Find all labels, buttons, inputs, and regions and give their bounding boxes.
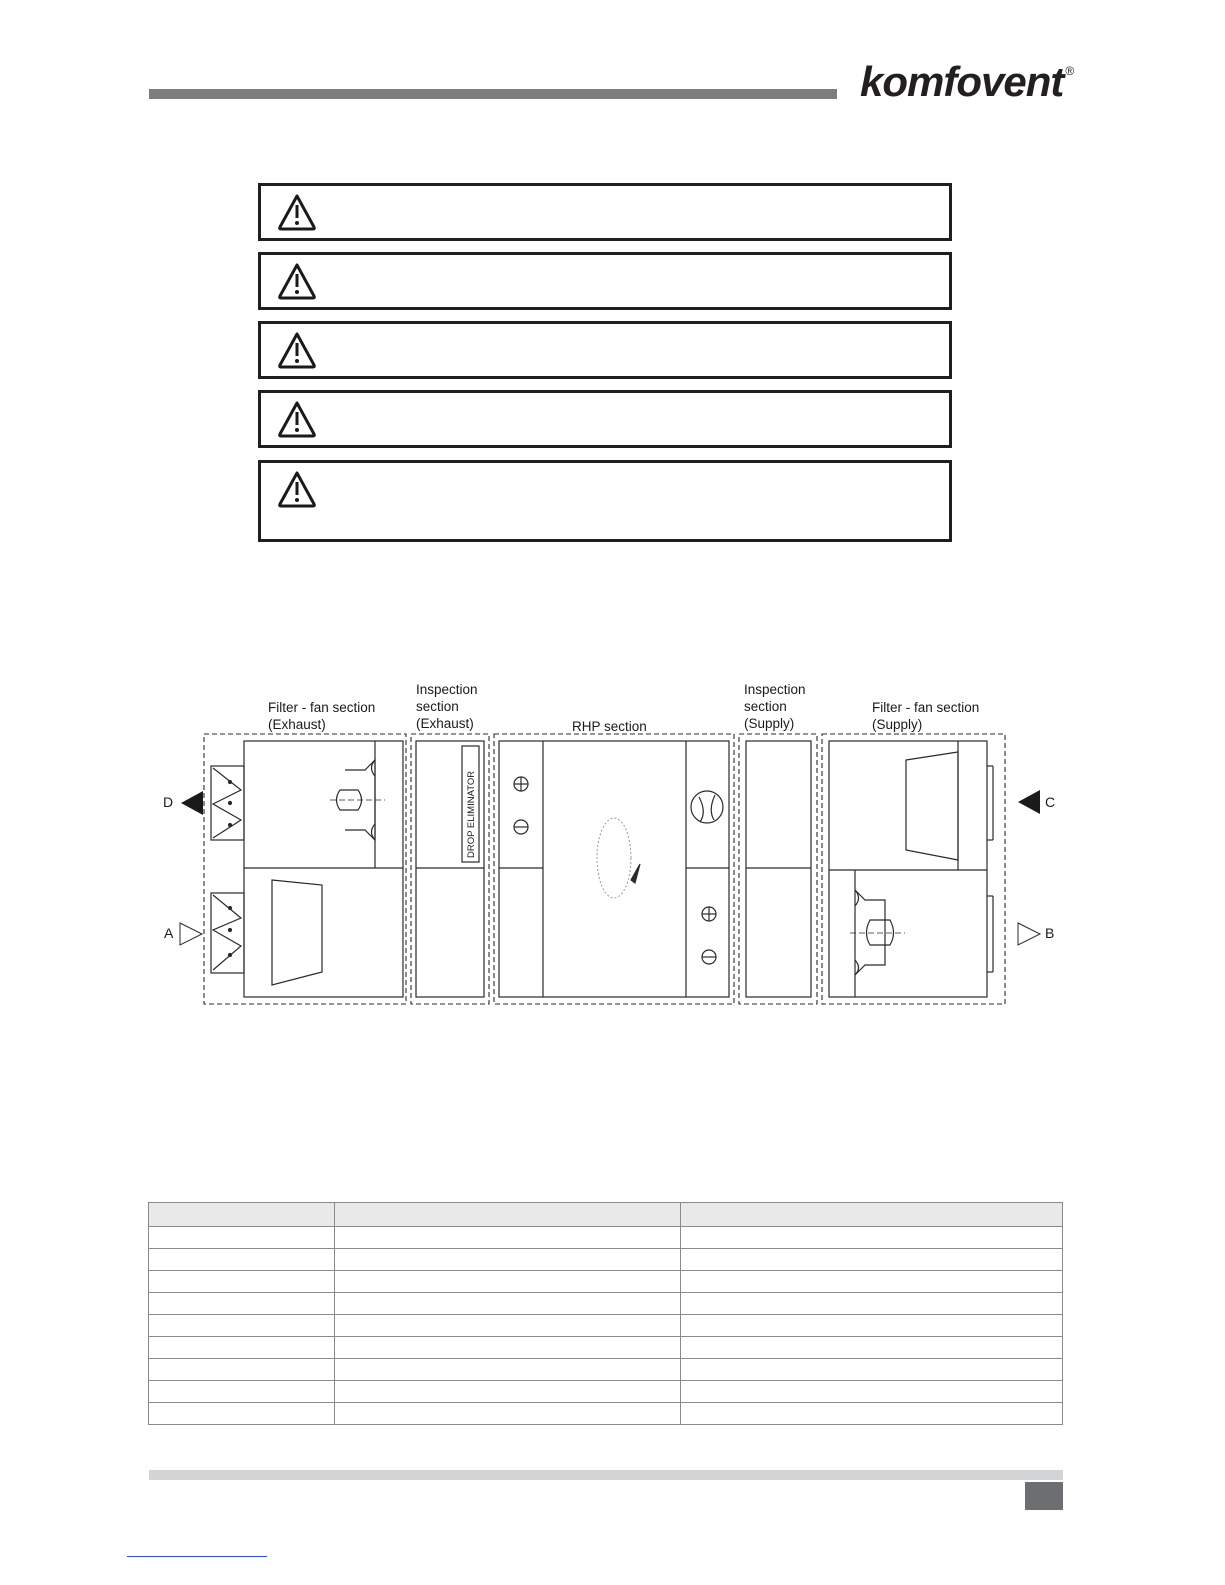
table-row [149,1227,1063,1249]
section-outline [494,734,734,1004]
label-inspection-exhaust: (Exhaust) [416,716,474,731]
table-cell [335,1315,681,1337]
table-cell [149,1315,335,1337]
label-filter-fan-supply: (Supply) [872,717,923,732]
warning-triangle-icon [277,470,317,508]
table-cell [681,1403,1063,1425]
supply-filter-fan-section [829,741,993,997]
table-cell [335,1227,681,1249]
exhaust-filter-fan-section [211,741,403,997]
table-cell [149,1271,335,1293]
label-inspection-exhaust: Inspection [416,682,478,697]
exhaust-inspection-section [416,741,484,997]
svg-text:A: A [164,925,174,941]
warning-box-2 [258,252,952,310]
table-cell [681,1249,1063,1271]
port-b [1018,923,1054,945]
ahu-diagram [158,676,1068,1016]
table-header-cell [681,1203,1063,1227]
komfovent-logo: komfovent ® [860,58,1074,105]
table-row [149,1249,1063,1271]
table-cell [149,1293,335,1315]
svg-text:B: B [1045,925,1055,941]
svg-text:C: C [1045,794,1056,810]
label-rhp-section: RHP section [572,719,647,734]
warning-box-3 [258,321,952,379]
table-header-cell [335,1203,681,1227]
table-cell [335,1271,681,1293]
port-d [163,791,203,815]
table-cell [681,1293,1063,1315]
label-inspection-supply: (Supply) [744,716,795,731]
table-row [149,1403,1063,1425]
footer-bar [149,1470,1063,1480]
table-cell [335,1337,681,1359]
table-header-cell [149,1203,335,1227]
table-cell [335,1381,681,1403]
table-cell [149,1381,335,1403]
page-number-box [1025,1482,1063,1510]
svg-text:D: D [163,794,174,810]
warning-triangle-icon [277,262,317,300]
warning-box-5 [258,460,952,542]
table-cell [681,1337,1063,1359]
section-outline [739,734,817,1004]
table-row [149,1381,1063,1403]
section-outline [822,734,1005,1004]
table-cell [681,1315,1063,1337]
warning-triangle-icon [277,193,317,231]
section-outline [411,734,489,1004]
supply-inspection-section [746,741,811,997]
warning-triangle-icon [277,400,317,438]
table-cell [681,1271,1063,1293]
bottom-link-line [127,1556,267,1557]
table-cell [335,1403,681,1425]
port-a [164,923,202,945]
table-row [149,1337,1063,1359]
table-cell [149,1227,335,1249]
label-inspection-supply: Inspection [744,682,806,697]
table-cell [335,1249,681,1271]
warning-box-1 [258,183,952,241]
label-filter-fan-exhaust: Filter - fan section [268,700,376,715]
table-cell [149,1403,335,1425]
table-row [149,1315,1063,1337]
port-c [1018,790,1055,814]
table-cell [335,1293,681,1315]
table-cell [681,1359,1063,1381]
table-cell [149,1359,335,1381]
table-cell [149,1337,335,1359]
table-cell [149,1249,335,1271]
table-row [149,1271,1063,1293]
table-cell [681,1381,1063,1403]
header-bar [149,89,837,99]
section-outline [204,734,406,1004]
label-inspection-exhaust: section [416,699,459,714]
table-row [149,1359,1063,1381]
table-cell [681,1227,1063,1249]
label-filter-fan-exhaust: (Exhaust) [268,717,326,732]
label-filter-fan-supply: Filter - fan section [872,700,980,715]
drop-eliminator-label: DROP ELIMINATOR [466,770,477,858]
warning-triangle-icon [277,331,317,369]
table-cell [335,1359,681,1381]
label-inspection-supply: section [744,699,787,714]
table-header-row [149,1203,1063,1227]
warning-box-4 [258,390,952,448]
table-row [149,1293,1063,1315]
spec-table [148,1202,1063,1425]
rhp-section [499,741,729,997]
